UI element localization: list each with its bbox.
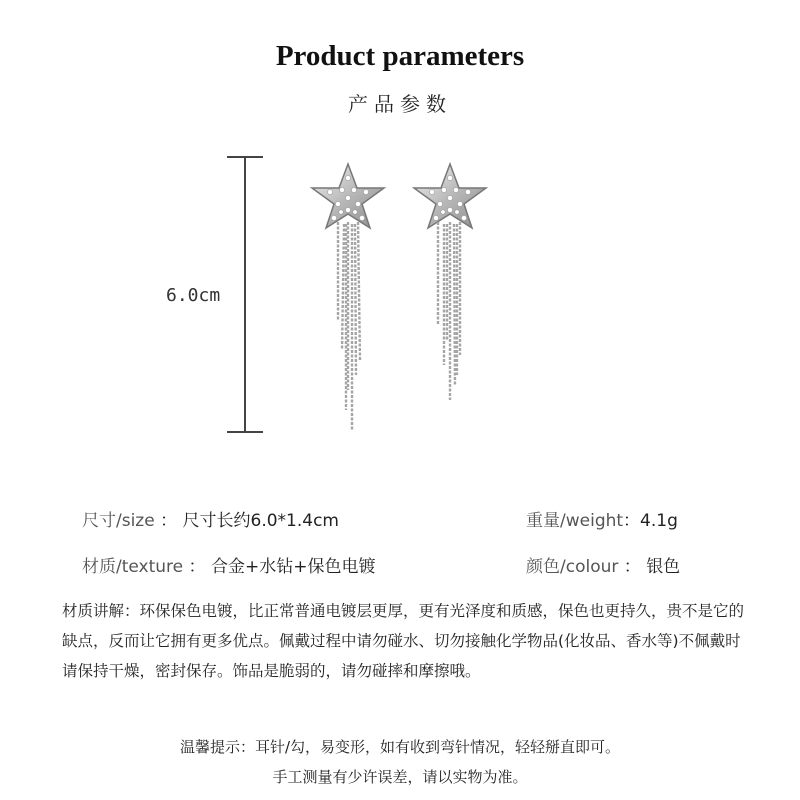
dimension-label: 6.0cm bbox=[166, 285, 221, 306]
spec-weight-key: 重量/weight bbox=[526, 511, 624, 531]
spec-size-sep: ： bbox=[160, 511, 178, 531]
spec-colour bbox=[526, 552, 680, 577]
material-description: 材质讲解：环保保色电镀，比正常普通电镀层更厚，更有光泽度和质感，保色也更持久，贵不是它的缺点，反而让它拥有更多优点。佩戴过程中请勿碰水、切勿接触化学物品(化妆品、香水等)不佩戴时请保持干燥，密封保存。饰品是脆弱的，请勿碰摔和摩擦哦。 bbox=[62, 602, 745, 680]
spec-texture bbox=[82, 552, 375, 577]
spec-colour-sep: ： bbox=[623, 557, 641, 577]
spec-weight bbox=[526, 506, 678, 531]
star-tassel-earring-left bbox=[308, 160, 388, 435]
spec-weight-value: 4.1g bbox=[640, 511, 678, 531]
dimension-bottom-cap bbox=[227, 431, 263, 433]
spec-texture-sep: ： bbox=[188, 557, 206, 577]
spec-size-key: 尺寸/size bbox=[82, 511, 155, 531]
spec-texture-key: 材质/texture bbox=[82, 557, 184, 577]
spec-weight-sep: ： bbox=[623, 511, 641, 531]
spec-size bbox=[82, 506, 339, 531]
measurement-note: 手工测量有少许误差，请以实物为准。 bbox=[272, 768, 528, 786]
spec-colour-key: 颜色/colour bbox=[526, 557, 619, 577]
page-subtitle: 产品参数 bbox=[348, 92, 452, 116]
spec-size-value: 尺寸长约6.0*1.4cm bbox=[182, 511, 339, 531]
dimension-line bbox=[244, 157, 246, 432]
star-tassel-earring-right bbox=[410, 160, 490, 435]
spec-colour-value: 银色 bbox=[646, 557, 681, 577]
page-title: Product parameters bbox=[275, 40, 525, 72]
warm-tip: 温馨提示：耳针/勾，易变形，如有收到弯针情况，轻轻掰直即可。 bbox=[179, 738, 621, 756]
spec-texture-value: 合金+水钻+保色电镀 bbox=[210, 557, 376, 577]
